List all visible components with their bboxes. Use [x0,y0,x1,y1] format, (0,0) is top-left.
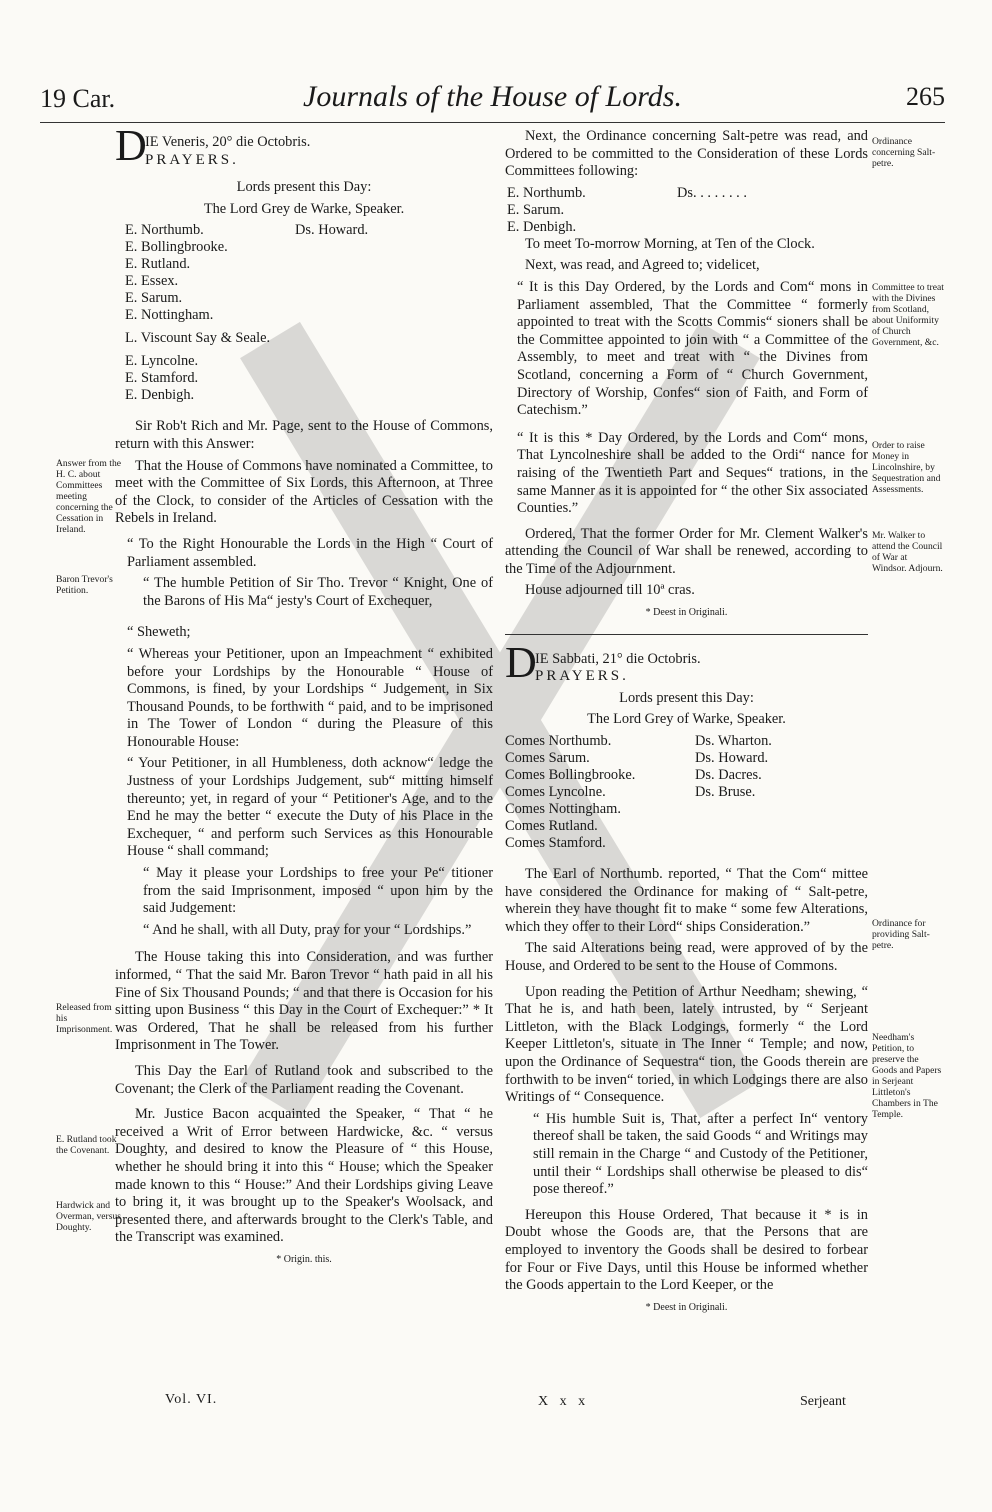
lord-name: E. Lyncolne. [125,353,199,370]
margin-note-lincolnshire: Order to raise Money in Lincolnshire, by Sequestration and Assessments. [872,440,941,495]
page-number: 265 [906,82,945,111]
paragraph: Hereupon this House Ordered, That because it * is in Doubt whose the Goods are, that the Persons that are employed to inventory the Goods shall be desired to forbear for Four or Five Days, until this House be informed whether the Goods appertain to the Lord Keeper, or the [505,1206,868,1294]
margin-note-saltpetre: Ordinance concerning Salt-petre. [872,136,936,169]
header-rule [40,122,945,123]
lord-name: Comes Stamford. [505,835,606,852]
margin-note-providing-saltpetre: Ordinance for providing Salt-petre. [872,918,930,951]
running-head-title: Journals of the House of Lords. [303,80,682,113]
paragraph: “ The humble Petition of Sir Tho. Trevor “ Knight, One of the Barons of His Ma“ jesty's Court of Exchequer, [143,575,493,609]
drop-cap: D [505,637,537,687]
footnote: * Deest in Originali. [645,607,728,619]
left-column [115,121,493,1269]
margin-note-divines: Committee to treat with the Divines from Scotland, about Uniformity of Church Government, &c. [872,282,944,348]
paragraph: Next, the Ordinance concerning Salt-petre was read, and Ordered to be committed to the Consideration of these Lords Committees following: [505,128,868,180]
drop-cap: D [115,121,147,170]
lord-name: Ds. Howard. [295,222,369,239]
paragraph: Ordered, That the former Order for Mr. Clement Walker's attending the Council of War shall be renewed, according to the Time of the Adjournment. [505,525,868,577]
lord-name: E. Rutland. [125,256,191,273]
lord-name: E. Sarum. [507,201,565,218]
paragraph: “ Your Petitioner, in all Humbleness, doth acknow“ ledge the Justness of your Lordships Judgement, sub“ mitting himself thereunto; yet, in regard of your “ Petitioner's Age, and to the End he may the better “ execute the Duty of his Place in the Exchequer, “ and perform such Services as this Honourable House “ shall command; [127,755,493,860]
footnote: * Origin. this. [276,1253,332,1265]
margin-note-answer: Answer from the H. C. about Committees meeting concerning the Cessation in Ireland. [56,458,122,535]
lord-name: Comes Rutland. [505,818,598,835]
volume-label: Vol. VI. [165,1392,218,1407]
paragraph: Upon reading the Petition of Arthur Needham; shewing, “ That he is, and hath been, lately intrusted, by “ Serjeant Littleton, with the Black Lodgings, formerly “ the Lord Keeper Littleton's, situate in The Inner “ Temple; and now, upon the Ordinance of Sequestra“ tion, the Goods therein are forthwith to be inven“ toried, in which Lodgings there are also Writings of “ Consequence. [505,983,868,1106]
paragraph: “ And he shall, with all Duty, pray for your “ Lordships.” [143,921,472,938]
lord-name: Comes Bollingbrooke. [505,767,636,784]
paragraph: “ Whereas your Petitioner, upon an Impeachment “ exhibited before your Lordships by the Honourable “ House of Commons, is fined, by your Lordships “ Judgement, in Six Thousand Pounds, to be forthwith “ paid, and to be imprisoned in The Tower of London “ during the Pleasure of this Honourable House: [127,645,493,750]
margin-note-needham: Needham's Petition, to preserve the Goods and Papers in Serjeant Littleton's Chambers in The Temple. [872,1032,942,1120]
paragraph: The Earl of Northumb. reported, “ That the Com“ mittee have considered the Ordinance for making of “ Salt-petre, wherein they have thought fit to make “ some few Alterations, which they offer to their Lord“ ships Consideration.” [505,866,868,935]
lord-name: E. Nottingham. [125,307,214,324]
paragraph: The said Alterations being read, were approved of by the House, and Ordered to be sent to the House of Commons. [505,940,868,974]
paragraph: “ It is this * Day Ordered, by the Lords and Com“ mons, That Lyncolneshire shall be added to the Ordi“ nance for raising of the Twentieth Part and Seques“ trations, in the same Manner as it is appointed for “ the other Six associated Counties.” [517,429,868,517]
right-column [505,128,868,1316]
paragraph: House adjourned till 10ª cras. [525,582,695,599]
lord-name: E. Denbigh. [125,387,195,404]
lord-name: L. Viscount Say & Seale. [125,330,271,347]
paragraph: This Day the Earl of Rutland took and subscribed to the Covenant; the Clerk of the Parliament reading the Covenant. [115,1062,493,1097]
paragraph: Sir Rob't Rich and Mr. Page, sent to the House of Commons, return with this Answer: [115,418,493,452]
paragraph: “ Sheweth; [127,624,191,641]
footnote: * Deest in Originali. [645,1301,728,1313]
prayers-heading: PRAYERS. [535,668,629,685]
speaker-line: The Lord Grey of Warke, Speaker. [587,711,786,728]
prayers-heading: PRAYERS. [145,151,239,168]
lord-name: Comes Sarum. [505,750,590,767]
lord-name: E. Northumb. [125,222,204,239]
lord-name: E. Northumb. [507,184,586,201]
section-rule [505,634,868,635]
speaker-line: The Lord Grey de Warke, Speaker. [203,200,405,217]
lord-name: Comes Lyncolne. [505,784,606,801]
margin-note-trevor: Baron Trevor's Petition. [56,574,113,596]
lord-name: E. Sarum. [125,290,183,307]
margin-note-rutland: E. Rutland took the Covenant. [56,1134,117,1156]
page-header [40,78,945,122]
paragraph: “ It is this Day Ordered, by the Lords and Com“ mons in Parliament assembled, That the Committee “ formerly appointed to treat with the Scotts Commis“ sioners shall be the Committee appointed to join with “ a Committee of the Assembly, to meet and treat with “ the Divines from Scotland, concerning a Form of “ Church Government, Directory of Worship, Confes“ sion of Faith, and Form of Catechism.” [517,278,868,419]
lord-name: E. Essex. [125,273,179,290]
paragraph: “ To the Right Honourable the Lords in the High “ Court of Parliament assembled. [127,535,493,570]
paragraph: Mr. Justice Bacon acquainted the Speaker, “ That “ he received a Writ of Error between Hardwicke, &c. “ versus Doughty, and desired to know the Pleasure of “ this House, whether he should bring it into this “ House; which the Speaker made known to this “ House:” And their Lordships giving Leave to bring it, it was brought up to the Speaker's Woolsack, and presented there, and afterwards brought to the Clerk's Table, and the Transcript was examined. [115,1106,493,1246]
lord-name: Ds. Howard. [695,750,769,767]
lord-name: Comes Northumb. [505,733,612,750]
lords-list [115,222,493,404]
lords-list [505,733,868,852]
lord-name: E. Stamford. [125,370,199,387]
date-heading: D IE Sabbati, 21° die Octobris. PRAYERS. [505,645,868,686]
signature-mark: X x x [538,1394,590,1409]
lord-name: Ds. Bruse. [695,784,756,801]
paragraph: That the House of Commons have nominated a Committee, to meet with the Committee of Six Lords, this Afternoon, at Three of the Clock, to consider of the Articles of Cessation with the Rebels in Ireland. [115,457,493,527]
lord-name: Comes Nottingham. [505,801,621,818]
lord-name: E. Denbigh. [507,218,577,235]
catchword: Serjeant [800,1394,846,1409]
lords-present: Lords present this Day: [236,179,372,196]
lord-name: E. Bollingbrooke. [125,239,228,256]
paragraph: “ May it please your Lordships to free your Pe“ titioner from the said Imprisonment, imposed “ upon him by the said Judgement: [143,865,493,917]
committee-list [505,185,868,236]
paragraph: The House taking this into Consideration, and was further informed, “ That the said Mr. Baron Trevor “ hath paid in all his Fine of Six Thousand Pounds; “ and that there is Occasion for his sitting upon Business “ this Day in the Court of Exchequer:” * It was Ordered, That he shall be released from his further Imprisonment in The Tower. [115,949,493,1054]
running-head-left: 19 Car. [40,84,116,113]
margin-note-walker: Mr. Walker to attend the Council of War at Windsor. Adjourn. [872,530,943,574]
paragraph: “ His humble Suit is, That, after a perfect In“ ventory thereof shall be taken, the said Goods “ and Writings may still remain in the Charge “ and Custody of the Petitioner, until their “ Lordships shall otherwise be pleased to dis“ pose thereof.” [533,1110,868,1198]
lord-name: Ds. . . . . . . . [677,184,747,201]
date-heading: D IE Veneris, 20° die Octobris. PRAYERS. [115,128,493,169]
lord-name: Ds. Wharton. [695,733,772,750]
margin-note-released: Released from his Imprisonment. [56,1002,113,1035]
lord-name: Ds. Dacres. [695,767,762,784]
paragraph: To meet To-morrow Morning, at Ten of the Clock. [525,235,815,252]
lords-present: Lords present this Day: [619,689,754,706]
paragraph: Next, was read, and Agreed to; videlicet, [525,257,760,274]
margin-note-hardwick: Hardwick and Overman, versus Doughty. [56,1200,122,1233]
